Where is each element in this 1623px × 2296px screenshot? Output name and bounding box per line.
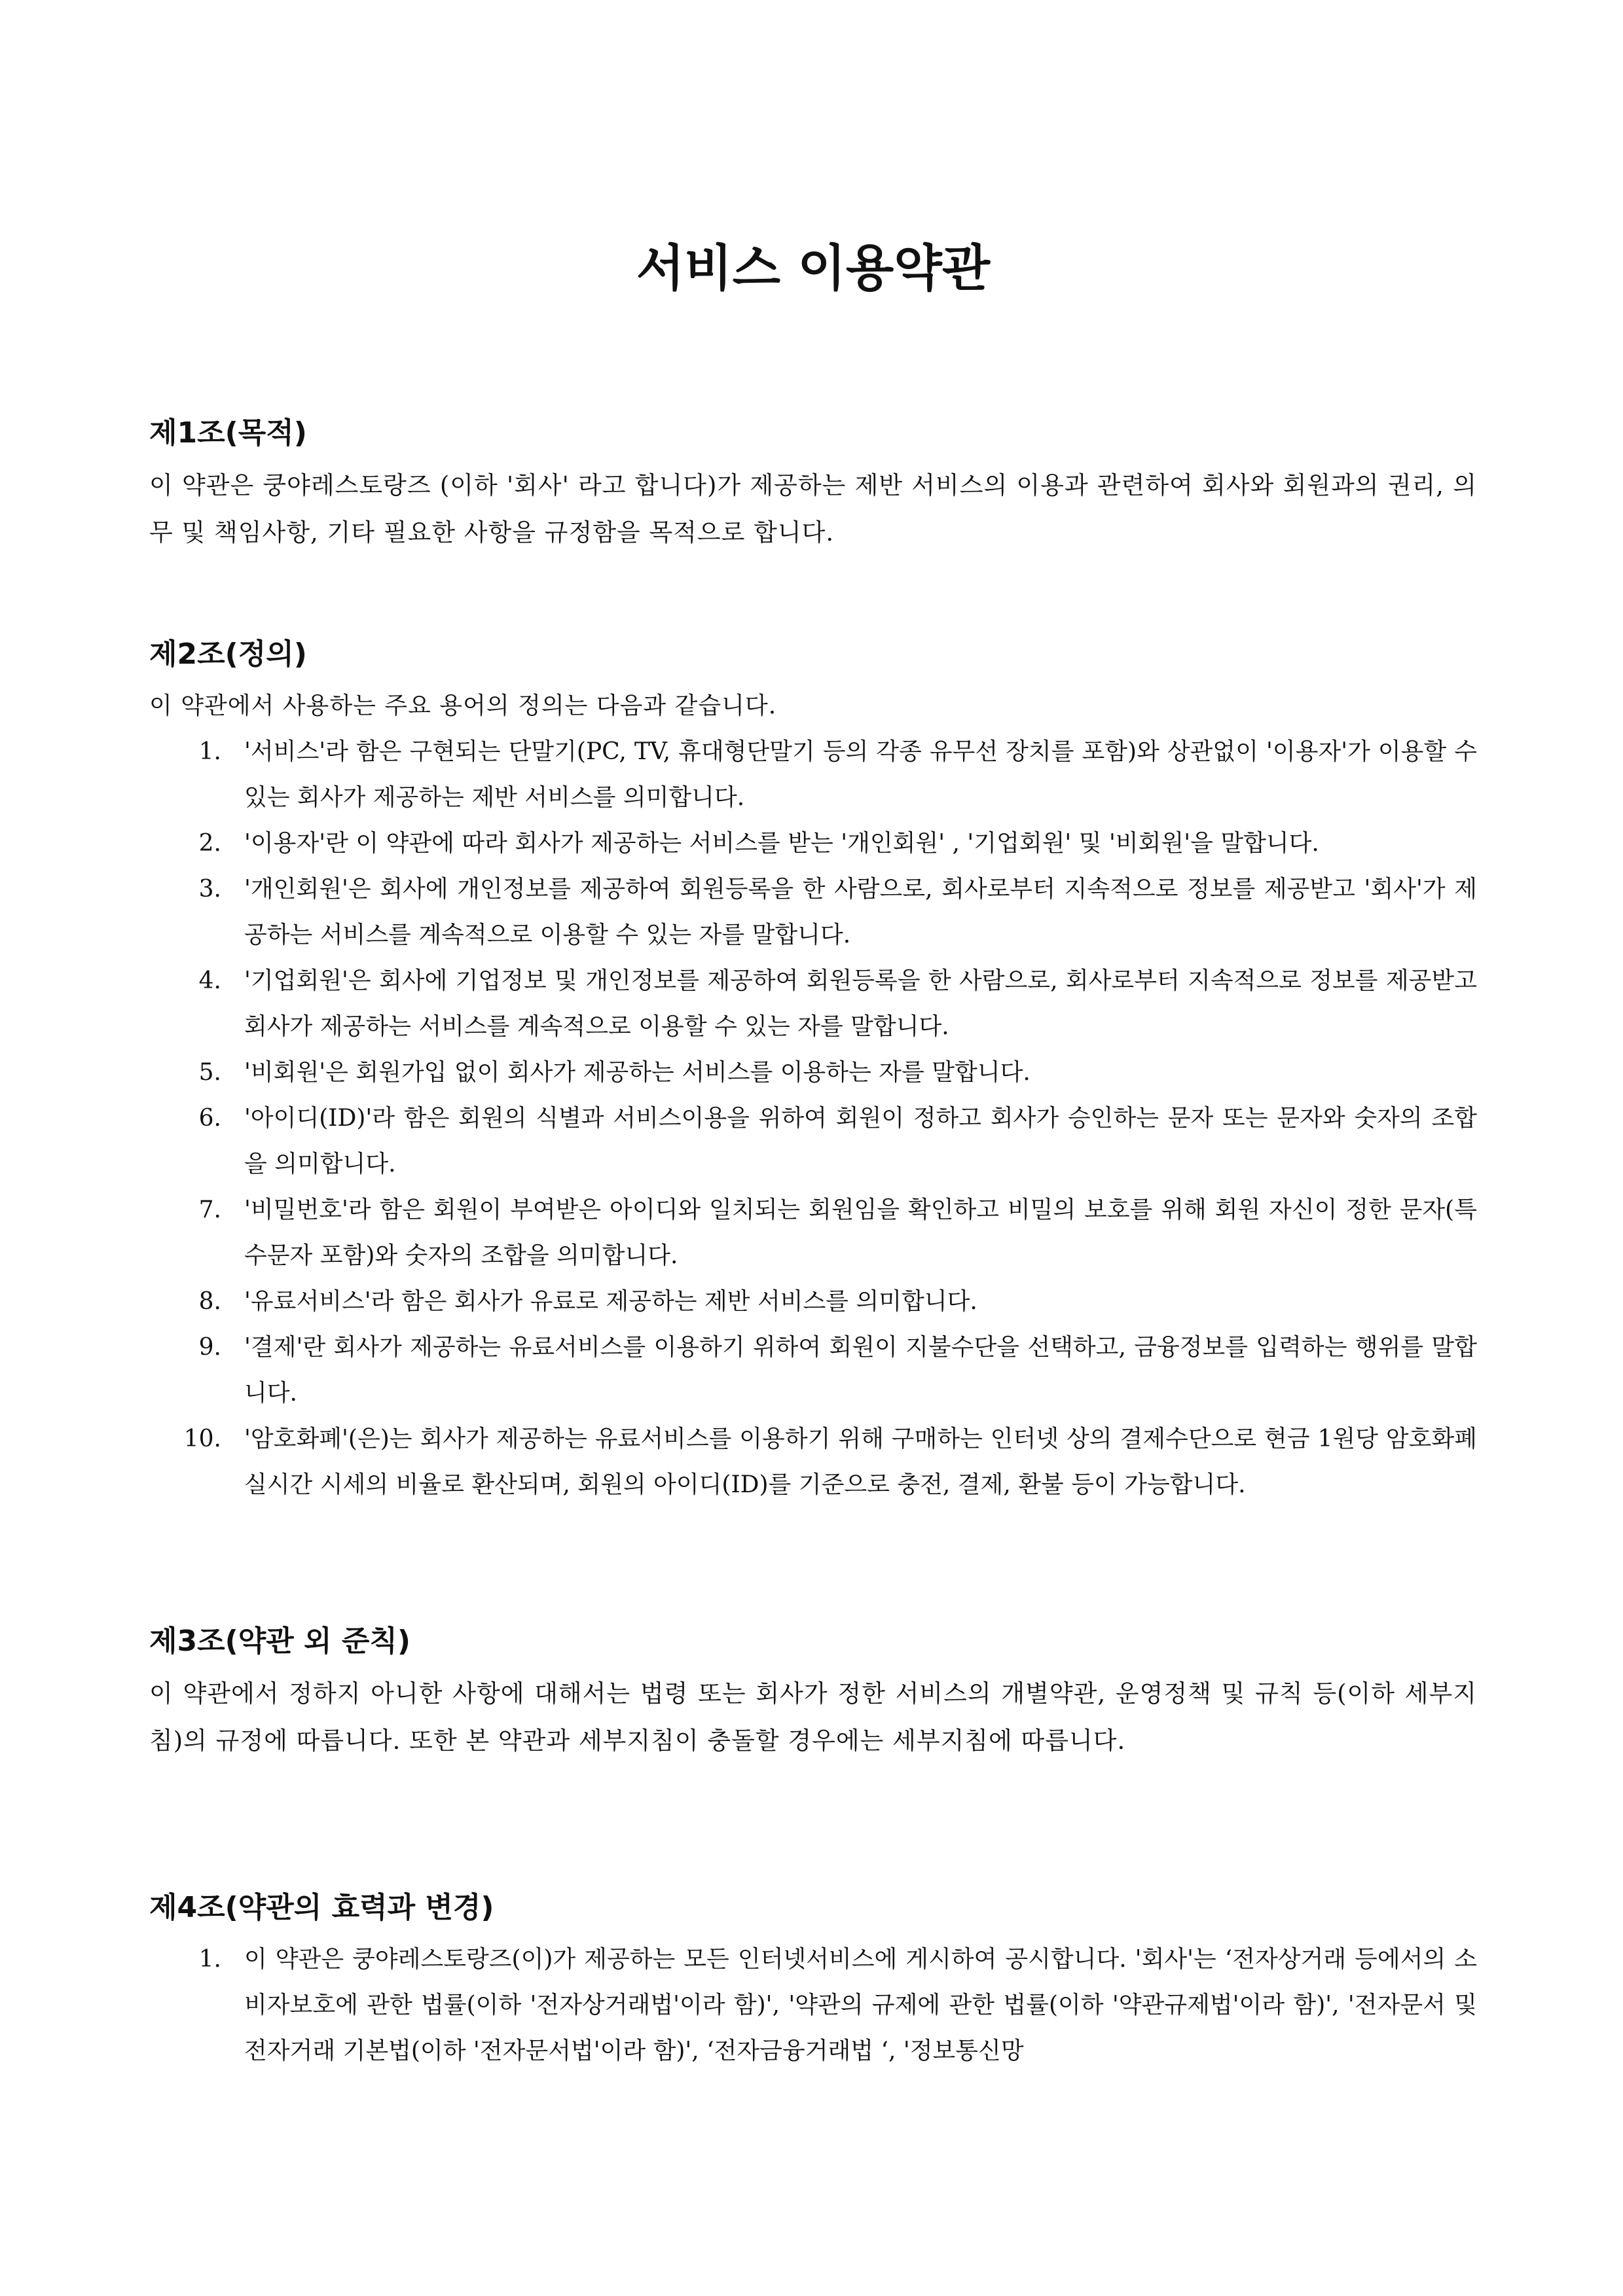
list-item-text: '개인회원'은 회사에 개인정보를 제공하여 회원등록을 한 사람으로, 회사로부터 지속적으로 정보를 제공받고 '회사'가 제공하는 서비스를 계속적으로 이용할 수 있는 자를 말합니다. bbox=[244, 876, 1477, 948]
list-item-number: 4. bbox=[198, 967, 221, 994]
list-item-text: '서비스'라 함은 구현되는 단말기(PC, TV, 휴대형단말기 등의 각종 유무선 장치를 포함)와 상관없이 '이용자'가 이용할 수 있는 회사가 제공하는 제반 서비스를 의미합니다. bbox=[244, 738, 1477, 811]
list-item bbox=[149, 867, 1477, 958]
list-item-number: 10. bbox=[183, 1426, 221, 1452]
list-item-number: 6. bbox=[198, 1105, 221, 1132]
list-item bbox=[149, 1096, 1477, 1187]
list-item bbox=[149, 1050, 1477, 1096]
list-item-number: 8. bbox=[198, 1288, 221, 1315]
list-item-text: '아이디(ID)'라 함은 회원의 식별과 서비스이용을 위하여 회원이 정하고 회사가 승인하는 문자 또는 문자와 숫자의 조합을 의미합니다. bbox=[244, 1105, 1477, 1177]
article-4 bbox=[149, 1888, 1477, 2074]
list-item bbox=[149, 1416, 1477, 1508]
list-item-text: '결제'란 회사가 제공하는 유료서비스를 이용하기 위하여 회원이 지불수단을 선택하고, 금융정보를 입력하는 행위를 말합니다. bbox=[244, 1334, 1477, 1407]
article-1-paragraph: 이 약관은 쿵야레스토랑즈 (이하 '회사' 라고 합니다)가 제공하는 제반 서비스의 이용과 관련하여 회사와 회원과의 권리, 의무 및 책임사항, 기타 필요한 사항을 규정함을 목적으로 합니다. bbox=[149, 471, 1477, 547]
list-item-text: '비밀번호'라 함은 회원이 부여받은 아이디와 일치되는 회원임을 확인하고 비밀의 보호를 위해 회원 자신이 정한 문자(특수문자 포함)와 숫자의 조합을 의미합니다. bbox=[244, 1196, 1477, 1269]
article-3 bbox=[149, 1622, 1477, 1765]
list-item bbox=[149, 729, 1477, 821]
list-item-text: '이용자'란 이 약관에 따라 회사가 제공하는 서비스를 받는 '개인회원' , '기업회원' 및 '비회원'을 말합니다. bbox=[244, 830, 1319, 857]
list-item-text: 이 약관은 쿵야레스토랑즈(이)가 제공하는 모든 인터넷서비스에 게시하여 공시합니다. '회사'는 ‘전자상거래 등에서의 소비자보호에 관한 법률(이하 '전자상거래법'이라 함)', '약관의 규제에 관한 법률(이하 '약관규제법'이라 함)', '전자문서 및 전자거래 기본법(이하 '전자문서법'이라 함)', ‘전자금융거래법 ‘, '정보통신망 bbox=[244, 1946, 1477, 2064]
list-item-text: '유료서비스'라 함은 회사가 유료로 제공하는 제반 서비스를 의미합니다. bbox=[244, 1288, 977, 1315]
list-item bbox=[149, 1279, 1477, 1325]
article-4-heading: 제4조(약관의 효력과 변경) bbox=[149, 1891, 494, 1924]
article-3-paragraph: 이 약관에서 정하지 아니한 사항에 대해서는 법령 또는 회사가 정한 서비스의 개별약관, 운영정책 및 규칙 등(이하 세부지침)의 규정에 따릅니다. 또한 본 약관과 세부지침이 충돌할 경우에는 세부지침에 따릅니다. bbox=[149, 1679, 1477, 1755]
list-item-number: 9. bbox=[198, 1334, 221, 1361]
article-2-intro: 이 약관에서 사용하는 주요 용어의 정의는 다음과 같습니다. bbox=[149, 692, 777, 719]
list-item bbox=[149, 1325, 1477, 1416]
article-2-definition-list bbox=[149, 729, 1477, 1508]
list-item-number: 3. bbox=[198, 876, 221, 903]
document-title: 서비스 이용약관 bbox=[636, 239, 991, 297]
list-item-number: 2. bbox=[198, 830, 221, 857]
list-item-number: 7. bbox=[198, 1196, 221, 1223]
list-item-number: 1. bbox=[198, 1946, 221, 1973]
article-3-heading: 제3조(약관 외 준칙) bbox=[149, 1624, 410, 1658]
list-item-text: '비회원'은 회원가입 없이 회사가 제공하는 서비스를 이용하는 자를 말합니다. bbox=[244, 1059, 1030, 1086]
list-item bbox=[149, 1187, 1477, 1279]
list-item bbox=[149, 821, 1477, 867]
list-item-text: '암호화폐'(은)는 회사가 제공하는 유료서비스를 이용하기 위해 구매하는 인터넷 상의 결제수단으로 현금 1원당 암호화폐 실시간 시세의 비율로 환산되며, 회원의 아이디(ID)를 기준으로 충전, 결제, 환불 등이 가능합니다. bbox=[244, 1426, 1477, 1498]
article-2-heading: 제2조(정의) bbox=[149, 637, 307, 671]
list-item bbox=[149, 958, 1477, 1050]
article-1 bbox=[149, 414, 1477, 556]
list-item-text: '기업회원'은 회사에 기업정보 및 개인정보를 제공하여 회원등록을 한 사람으로, 회사로부터 지속적으로 정보를 제공받고 회사가 제공하는 서비스를 계속적으로 이용할 수 있는 자를 말합니다. bbox=[244, 967, 1477, 1040]
article-4-list bbox=[149, 1937, 1477, 2074]
list-item bbox=[149, 1937, 1477, 2074]
list-item-number: 5. bbox=[198, 1059, 221, 1086]
article-1-heading: 제1조(목적) bbox=[149, 416, 307, 450]
list-item-number: 1. bbox=[198, 738, 221, 765]
article-2 bbox=[149, 635, 1477, 1508]
